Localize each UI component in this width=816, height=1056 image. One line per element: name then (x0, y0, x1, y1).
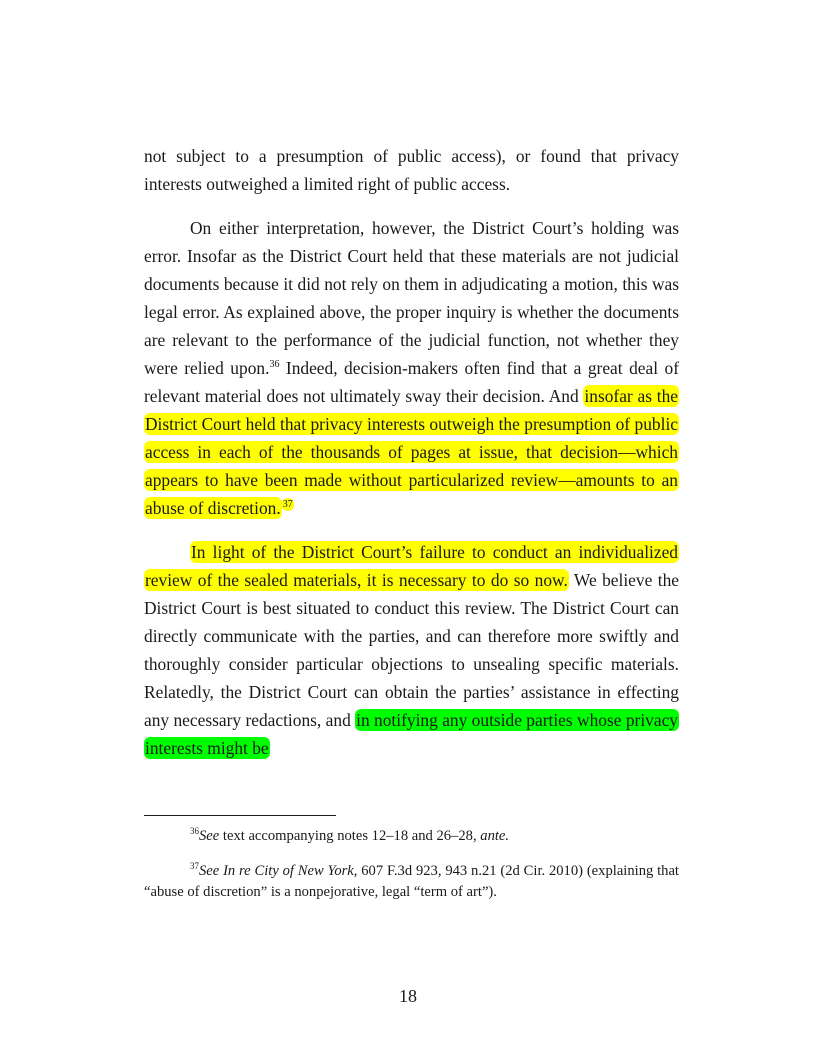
footnote-36-ante: ante. (480, 828, 510, 844)
page-number: 18 (399, 986, 417, 1006)
footnote-ref-36[interactable]: 36 (269, 359, 280, 371)
paragraph-1-text: not subject to a presumption of public access), or found that privacy interests outweighed a limited right of public access. (144, 146, 679, 194)
document-body (144, 142, 679, 762)
footnotes (144, 826, 679, 903)
yellow-highlight-individualized-review: In light of the District Court’s failure to conduct an individualized review of the sealed materials, it is necessary to do so now. (145, 542, 678, 590)
paragraph-3-text: We believe the District Court is best situated to conduct this review. The District Court can directly communicate with the parties, and can therefore more swiftly and thoroughly consider particular objections to unsealing specific materials. Relatedly, the District Court can obtain the parties’ assistance in effecting any necessary redactions, and (144, 570, 679, 730)
green-highlight-outside-parties: in notifying any outside parties whose privacy interests might be (145, 710, 678, 758)
footnote-36 (144, 826, 679, 847)
footnote-ref-37[interactable]: 37 (282, 499, 293, 511)
footnote-37-case-name: See In re City of New York (199, 863, 354, 879)
yellow-highlight-abuse-of-discretion: insofar as the District Court held that privacy interests outweigh the presumption of public access in each of the thousands of pages at issue, that decision—which appears to have been made without particularized review—amounts to an abuse of discretion. (145, 386, 678, 518)
footnote-number-37: 37 (190, 861, 199, 872)
paragraph-3 (144, 538, 679, 762)
footnote-separator (144, 815, 336, 816)
paragraph-2-text-a: On either interpretation, however, the District Court’s holding was error. Insofar as the District Court held that these materials are not judicial documents because it did not rely on them in adjudicating a motion, this was legal error. As explained above, the proper inquiry is whether the documents are relevant to the performance of the judicial function, not whether they were relied upon. (144, 218, 679, 378)
footnote-36-see: See (199, 828, 220, 844)
footnote-37-text: , 607 F.3d 923, 943 n.21 (2d Cir. 2010) (explaining that “abuse of discretion” is a nonpejorative, legal “term of art”). (144, 863, 679, 900)
paragraph-2 (144, 214, 679, 522)
footnote-36-text: text accompanying notes 12–18 and 26–28, (219, 828, 481, 844)
footnote-37 (144, 861, 679, 903)
footnote-number-36: 36 (190, 826, 199, 837)
paragraph-1 (144, 142, 679, 198)
paragraph-2-text-b: Indeed, decision-makers often find that a great deal of relevant material does not ultimately sway their decision. And (144, 358, 679, 406)
